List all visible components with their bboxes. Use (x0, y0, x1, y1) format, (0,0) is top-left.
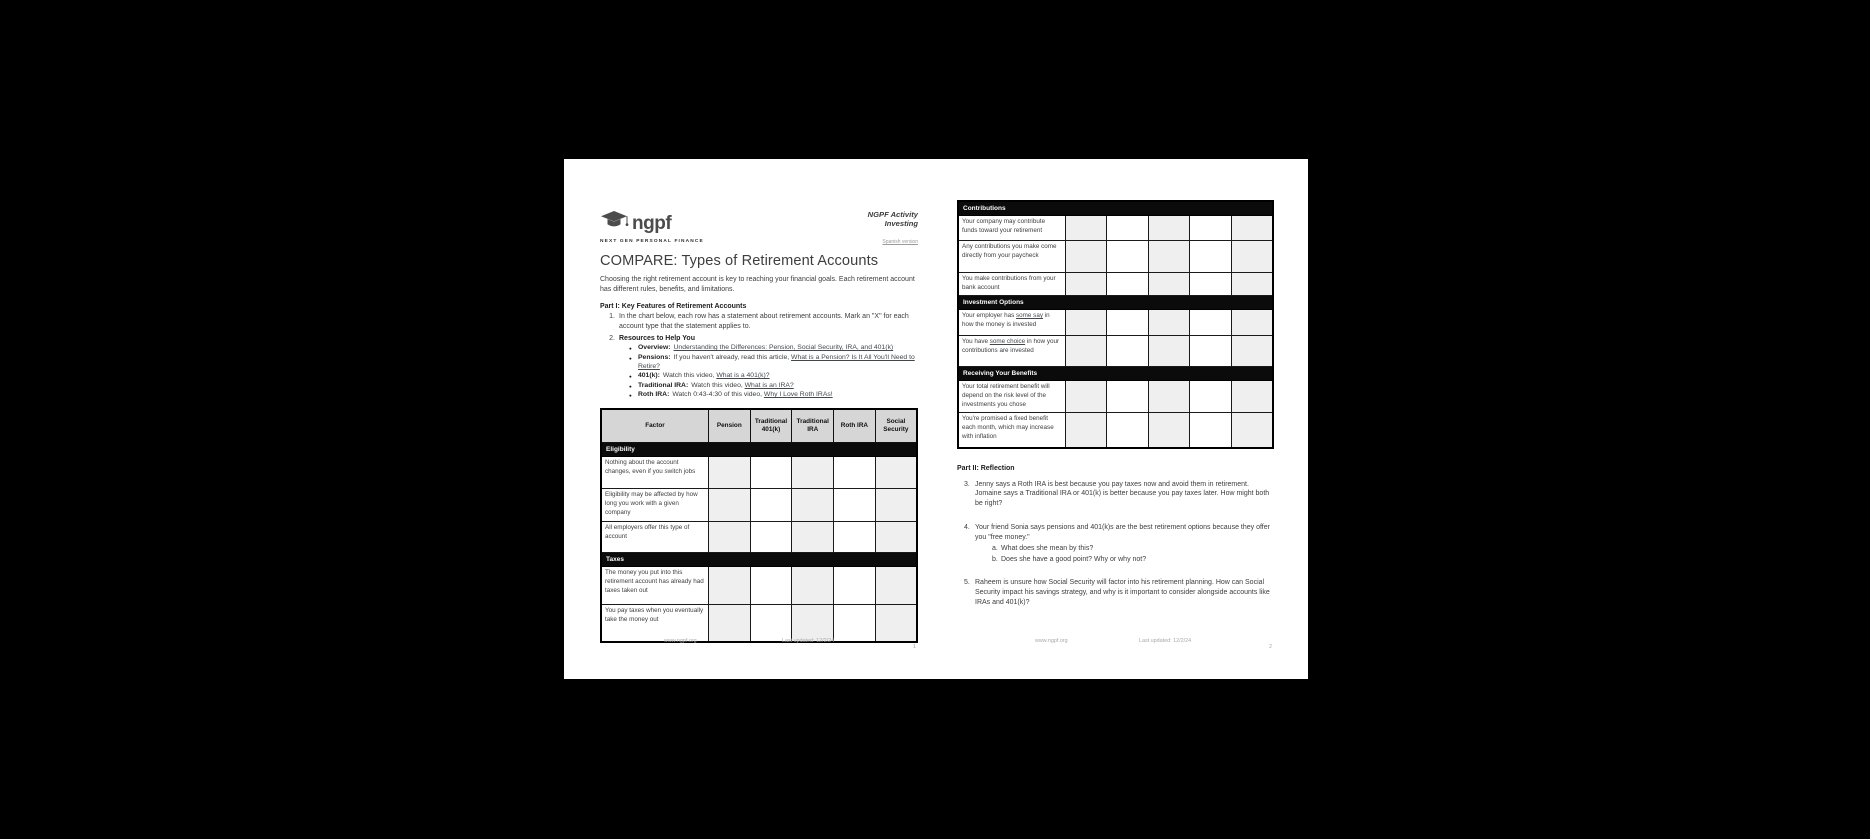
col-header-social-security: Social Security (875, 409, 917, 443)
page-1 (600, 159, 918, 679)
answer-cell[interactable] (1107, 310, 1149, 336)
answer-cell[interactable] (1148, 381, 1190, 413)
answer-cell[interactable] (1148, 310, 1190, 336)
instruction-step-2: 2. Resources to Help You (609, 334, 695, 342)
page-number: 1 (913, 644, 916, 650)
answer-cell[interactable] (1190, 273, 1232, 296)
answer-cell[interactable] (750, 566, 792, 604)
answer-cell[interactable] (792, 566, 834, 604)
answer-cell[interactable] (834, 488, 876, 521)
factor-statement: The money you put into this retirement account has already had taxes taken out (601, 566, 708, 604)
activity-type: NGPF Activity (867, 210, 918, 219)
resource-list (600, 344, 918, 400)
comparison-table-page2 (957, 200, 1274, 449)
401k-video-link[interactable]: What is a 401(k)? (716, 372, 770, 380)
resource-item-roth-ira: ● Roth IRA: Watch 0:43-4:30 of this video, Why I Love Roth IRAs! (629, 391, 833, 399)
factor-statement: You have some choice in how your contributions are invested (958, 336, 1065, 367)
answer-cell[interactable] (792, 488, 834, 521)
overview-link[interactable]: Understanding the Differences: Pension, Social Security, IRA, and 401(k) (673, 344, 894, 352)
resource-item-401k: ● 401(k): Watch this video, What is a 401(k)? (629, 372, 770, 380)
col-header-roth-ira: Roth IRA (834, 409, 876, 443)
part2-heading: Part II: Reflection (957, 464, 1015, 472)
page-number: 2 (1269, 644, 1272, 650)
bullet-icon: ● (629, 393, 632, 399)
answer-cell[interactable] (875, 456, 917, 488)
answer-cell[interactable] (1231, 381, 1273, 413)
factor-statement: Your employer has some say in how the money is invested (958, 310, 1065, 336)
ngpf-logo (600, 210, 704, 244)
answer-cell[interactable] (1107, 336, 1149, 367)
section-band-investment-options: Investment Options (958, 296, 1273, 310)
intro-paragraph: Choosing the right retirement account is key to reaching your financial goals. Each retirement account has different rules, benefits, and limitations. (600, 276, 915, 294)
factor-statement: All employers offer this type of account (601, 521, 708, 552)
some-choice-link[interactable]: some choice (989, 338, 1026, 345)
instruction-step-1: 1. In the chart below, each row has a statement about retirement accounts. Mark an "X" for each account type that the statement applies to. (609, 313, 909, 331)
reflection-question-3: 3. Jenny says a Roth IRA is best because you pay taxes now and avoid them in retirement. Jomaine says a Traditional IRA or 401(k) is better because you pay taxes later. How might both be right? (964, 480, 1270, 508)
spanish-version-link[interactable]: Spanish version (882, 238, 918, 245)
section-band-receiving-benefits: Receiving Your Benefits (958, 367, 1273, 381)
activity-unit: Investing (884, 219, 918, 229)
footer-updated: Last updated: 12/2/24 (1139, 638, 1192, 644)
comparison-table-page1 (600, 408, 918, 644)
answer-cell[interactable] (1107, 413, 1149, 448)
table-row (601, 521, 917, 552)
activity-header (868, 210, 918, 249)
answer-cell[interactable] (875, 488, 917, 521)
answer-cell[interactable] (1065, 336, 1107, 367)
answer-cell[interactable] (750, 521, 792, 552)
brand-tagline: NEXT GEN PERSONAL FINANCE (600, 238, 704, 244)
some-say-link[interactable]: some say (1016, 312, 1043, 319)
factor-statement: Any contributions you make come directly from your paycheck (958, 241, 1065, 273)
answer-cell[interactable] (792, 521, 834, 552)
footer-site: www.ngpf.org (664, 638, 697, 644)
page1-footer (600, 637, 918, 657)
factor-statement: Eligibility may be affected by how long you work with a given company (601, 488, 708, 521)
answer-cell[interactable] (875, 566, 917, 604)
answer-cell[interactable] (1107, 381, 1149, 413)
col-header-traditional-401k: Traditional 401(k) (750, 409, 792, 443)
resource-item-overview: ● Overview: Understanding the Differences: Pension, Social Security, IRA, and 401(k) (629, 344, 894, 352)
document-header (600, 210, 918, 243)
answer-cell[interactable] (1148, 241, 1190, 273)
answer-cell[interactable] (1065, 310, 1107, 336)
answer-cell[interactable] (834, 566, 876, 604)
answer-cell[interactable] (1107, 216, 1149, 241)
answer-cell[interactable] (1107, 241, 1149, 273)
reflection-question-4: 4. Your friend Sonia says pensions and 401(k)s are the best retirement options because they offer you "free money." a. What does she mean by this? b. Does she have a good point? Why or why not? (957, 523, 1274, 565)
resource-item-pensions: ● Pensions: If you haven't already, read this article, What is a Pension? Is It All You'll Need to Retire? (629, 353, 915, 370)
table-row (601, 488, 917, 521)
roth-ira-video-link[interactable]: Why I Love Roth IRAs! (763, 391, 833, 399)
answer-cell[interactable] (1190, 216, 1232, 241)
table-row (958, 310, 1273, 336)
table-row (958, 381, 1273, 413)
answer-cell[interactable] (1231, 241, 1273, 273)
bullet-icon: ● (629, 374, 632, 380)
col-header-traditional-ira: Traditional IRA (792, 409, 834, 443)
reflection-question-5: 5. Raheem is unsure how Social Security will factor into his retirement planning. How can Social Security impact his savings strategy, and why is it important to consider alongside accounts like IRAs and 401(k)? (964, 579, 1270, 606)
answer-cell[interactable] (1190, 413, 1232, 448)
document-sheet (564, 159, 1308, 679)
answer-cell[interactable] (1148, 273, 1190, 296)
bullet-icon: ● (629, 383, 632, 389)
factor-statement: Nothing about the account changes, even if you switch jobs (601, 456, 708, 488)
answer-cell[interactable] (1190, 336, 1232, 367)
footer-site: www.ngpf.org (1035, 638, 1068, 644)
brand-name: ngpf (632, 212, 672, 234)
answer-cell[interactable] (834, 456, 876, 488)
answer-cell[interactable] (1148, 336, 1190, 367)
answer-cell[interactable] (1231, 273, 1273, 296)
part1-heading: Part I: Key Features of Retirement Accounts (600, 303, 747, 311)
page-title: COMPARE: Types of Retirement Accounts (600, 253, 879, 269)
answer-cell[interactable] (1148, 216, 1190, 241)
page-2 (957, 159, 1274, 679)
bullet-icon: ● (629, 346, 632, 352)
answer-cell[interactable] (1190, 310, 1232, 336)
answer-cell[interactable] (875, 521, 917, 552)
table-row (958, 336, 1273, 367)
answer-cell[interactable] (1065, 241, 1107, 273)
col-header-factor: Factor (601, 409, 708, 443)
factor-statement: You're promised a fixed benefit each month, which may increase with inflation (958, 413, 1065, 448)
section-band-contributions: Contributions (958, 201, 1273, 216)
table-row (958, 413, 1273, 448)
graduation-cap-icon (600, 210, 629, 236)
pension-article-link[interactable]: What is a Pension? Is It All You'll Need to Retire? (638, 353, 915, 370)
factor-statement: Your company may contribute funds toward your retirement (958, 216, 1065, 241)
section-band-taxes: Taxes (601, 552, 917, 566)
ira-video-link[interactable]: What is an IRA? (744, 381, 794, 389)
answer-cell[interactable] (1231, 310, 1273, 336)
resource-item-traditional-ira: ● Traditional IRA: Watch this video, What is an IRA? (629, 381, 794, 389)
table-header-row (601, 409, 917, 443)
answer-cell[interactable] (792, 456, 834, 488)
page2-footer (957, 637, 1274, 657)
answer-cell[interactable] (1107, 273, 1149, 296)
question-4b: b. Does she have a good point? Why or why not? (992, 556, 1147, 564)
answer-cell[interactable] (1065, 216, 1107, 241)
answer-cell[interactable] (1065, 273, 1107, 296)
col-header-pension: Pension (708, 409, 750, 443)
answer-cell[interactable] (750, 456, 792, 488)
answer-cell[interactable] (1231, 336, 1273, 367)
footer-updated: Last updated: 12/2/24 (782, 638, 835, 644)
factor-statement: Your total retirement benefit will depend on the risk level of the investments you chose (958, 381, 1065, 413)
answer-cell[interactable] (1231, 413, 1273, 448)
answer-cell[interactable] (1065, 413, 1107, 448)
answer-cell[interactable] (1065, 381, 1107, 413)
section-band-eligibility: Eligibility (601, 442, 917, 456)
answer-cell[interactable] (708, 521, 750, 552)
bullet-icon: ● (629, 355, 632, 361)
answer-cell[interactable] (1190, 381, 1232, 413)
factor-statement: You make contributions from your bank account (958, 273, 1065, 296)
answer-cell[interactable] (1190, 241, 1232, 273)
factor-statement: You pay taxes when you eventually take the money out (601, 604, 708, 642)
answer-cell[interactable] (1231, 216, 1273, 241)
answer-cell[interactable] (708, 566, 750, 604)
answer-cell[interactable] (750, 488, 792, 521)
question-4a: a. What does she mean by this? (992, 545, 1094, 553)
answer-cell[interactable] (708, 456, 750, 488)
table-row (958, 216, 1273, 241)
answer-cell[interactable] (834, 521, 876, 552)
table-row (601, 566, 917, 604)
answer-cell[interactable] (708, 488, 750, 521)
table-row (958, 241, 1273, 273)
table-row (958, 273, 1273, 296)
answer-cell[interactable] (1148, 413, 1190, 448)
table-row (601, 456, 917, 488)
